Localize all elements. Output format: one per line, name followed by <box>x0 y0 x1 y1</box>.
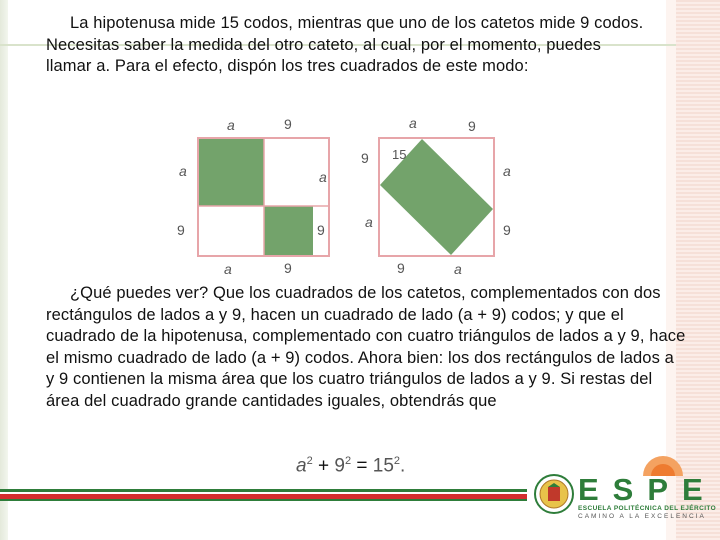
footer-green-band-bottom <box>0 499 527 501</box>
squares-diagram <box>197 137 330 257</box>
fig-right-top-a: a <box>409 115 417 131</box>
fig-left-left-9: 9 <box>177 222 185 238</box>
fig-right-hyp-15: 15 <box>392 147 407 162</box>
espe-wordmark: ESPE <box>578 472 717 507</box>
fig-right-left-a: a <box>365 214 373 230</box>
fig-right-right-a: a <box>503 163 511 179</box>
fig-right-bottom-a: a <box>454 261 462 277</box>
pythagoras-formula: $a^2 + 9^2 = 15^2$. <box>296 455 406 477</box>
explanation-paragraph: ¿Qué puedes ver? Que los cuadrados de los catetos, complementados con dos rectángulos de lados a y 9, hacen un cuadrado de lado (a + 9) codos; y que el cuadrado de la hipotenusa, complementado con cuatro triángulos de lados a y 9, hace el mismo cuadrado de lado (a + 9) codos. Ahora bien: los dos rectángulos de lados a y 9 contienen la misma área que los cuatro triángulos de lados a y 9. Si restas del área del cuadrado grande cantidades iguales, obtendrás que <box>46 284 686 410</box>
fig-right-bottom-9: 9 <box>397 260 405 276</box>
espe-name: ESCUELA POLITÉCNICA DEL EJÉRCITO <box>578 505 717 512</box>
fig-left-bottom-a: a <box>224 261 232 277</box>
squares-figure-left <box>197 137 330 257</box>
fig-left-top-a: a <box>227 117 235 133</box>
fig-left-left-a: a <box>179 163 187 179</box>
intro-paragraph: La hipotenusa mide 15 codos, mientras que uno de los catetos mide 9 codos. Necesitas saber la medida del otro cateto, al cual, por el momento, puedes llamar a. Para el efecto, dispón los tres cuadrados de este modo: <box>46 14 644 75</box>
espe-seal-icon <box>534 474 574 514</box>
fig-left-top-9: 9 <box>284 116 292 132</box>
espe-motto: CAMINO A LA EXCELENCIA <box>578 513 706 520</box>
fig-right-left-9: 9 <box>361 150 369 166</box>
square-a2 <box>199 139 264 206</box>
fig-right-top-9: 9 <box>468 118 476 134</box>
fig-left-bottom-9: 9 <box>284 260 292 276</box>
fig-left-right-a: a <box>319 169 327 185</box>
square-9-2 <box>264 206 313 255</box>
fig-right-right-9: 9 <box>503 222 511 238</box>
left-decorative-bar <box>0 0 8 540</box>
fig-left-right-9: 9 <box>317 222 325 238</box>
